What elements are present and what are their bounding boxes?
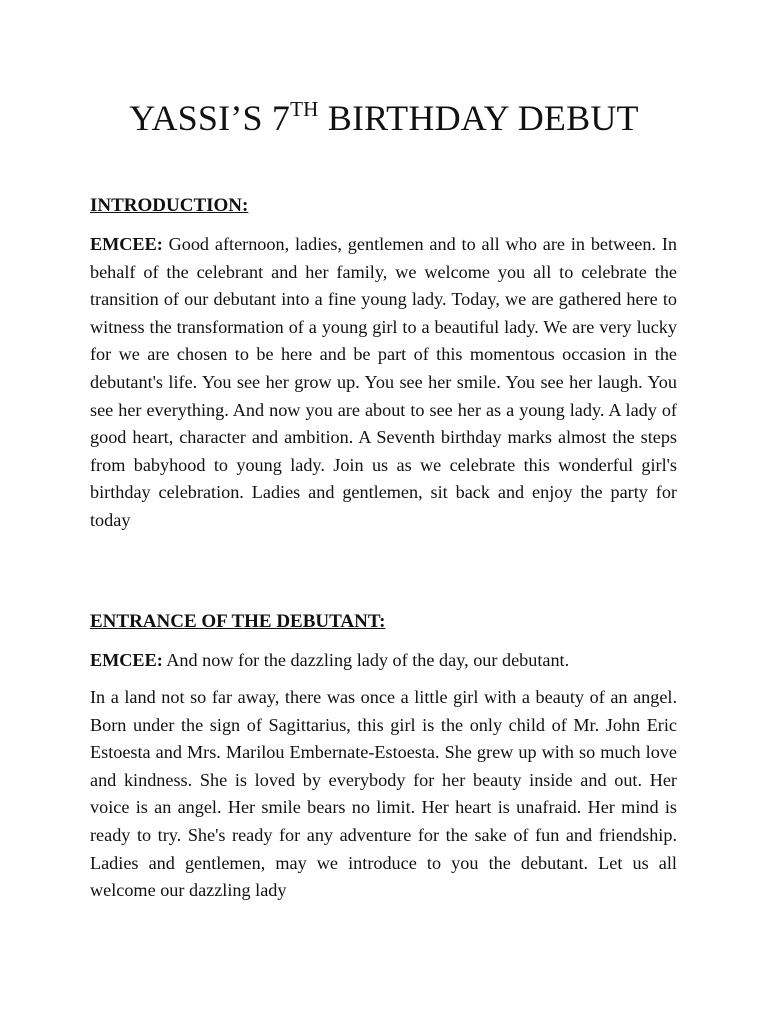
entrance-text: And now for the dazzling lady of the day, our debutant. bbox=[162, 650, 570, 670]
introduction-text: Good afternoon, ladies, gentlemen and to all who are in between. In behalf of the celebrant and her family, we welcome you all to celebrate the transition of our debutant into a fine young lady. Today, we are gathered here to witness the transformation of a young girl to a beautiful lady. We are very lucky for we are chosen to be here and be part of this momentous occasion in the debutant's life. You see her grow up. You see her smile. You see her laugh. You see her everything. And now you are about to see her as a young lady. A lady of good heart, character and ambition. A Seventh birthday marks almost the steps from babyhood to young lady. Join us as we celebrate this wonderful girl's birthday celebration. Ladies and gentlemen, sit back and enjoy the party for today bbox=[90, 234, 677, 530]
title-superscript: TH bbox=[290, 97, 319, 121]
title-main: YASSI’S 7 bbox=[129, 98, 291, 138]
document-title bbox=[0, 96, 768, 140]
entrance-speaker: EMCEE: bbox=[90, 650, 163, 670]
document-page bbox=[90, 0, 677, 1024]
introduction-heading: INTRODUCTION: bbox=[90, 195, 249, 216]
entrance-story-paragraph: In a land not so far away, there was once a little girl with a beauty of an angel. Born under the sign of Sagittarius, this girl is the only child of Mr. John Eric Estoesta and Mrs. Marilou Embernate-Estoesta. She grew up with so much love and kindness. She is loved by everybody for her beauty inside and out. Her voice is an angel. Her smile bears no limit. Her heart is unafraid. Her mind is ready to try. She's ready for any adventure for the sake of fun and friendship. Ladies and gentlemen, may we introduce to you the debutant. Let us all welcome our dazzling lady bbox=[90, 687, 677, 901]
entrance-heading: ENTRANCE OF THE DEBUTANT: bbox=[90, 611, 386, 632]
title-rest: BIRTHDAY DEBUT bbox=[318, 98, 639, 138]
entrance-paragraph bbox=[90, 647, 677, 675]
introduction-speaker: EMCEE: bbox=[90, 234, 163, 254]
introduction-paragraph bbox=[90, 231, 677, 535]
